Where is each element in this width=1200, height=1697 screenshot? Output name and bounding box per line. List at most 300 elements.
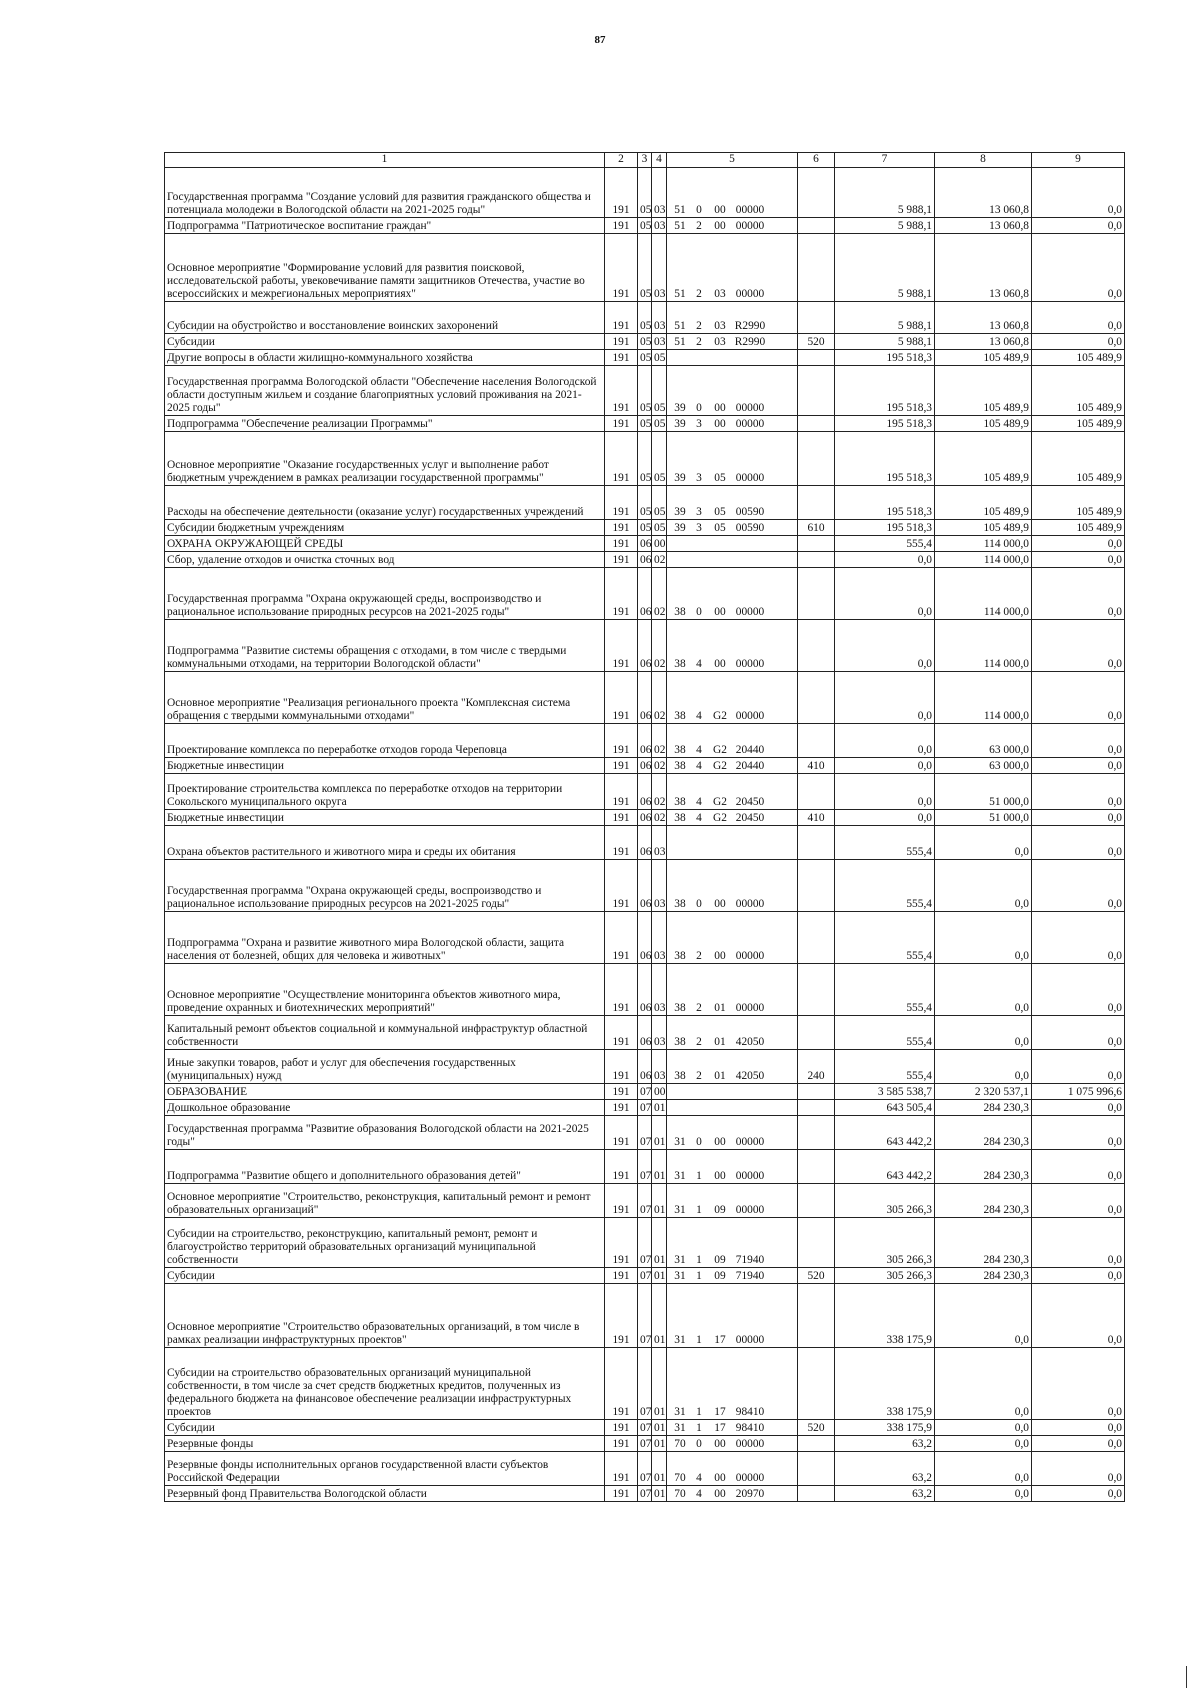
admin-code-cell: 191 bbox=[605, 1486, 638, 1502]
section-code-cell: 07 bbox=[638, 1150, 652, 1184]
target-article-part: 00000 bbox=[735, 203, 765, 216]
section-code-cell: 05 bbox=[638, 432, 652, 486]
expense-type-cell bbox=[798, 366, 835, 416]
expense-type-cell bbox=[798, 964, 835, 1016]
target-article-part: 20440 bbox=[735, 759, 765, 772]
target-article-part: 39 bbox=[674, 417, 686, 430]
admin-code-cell: 191 bbox=[605, 416, 638, 432]
target-article-part: 00 bbox=[714, 1169, 726, 1182]
expense-name-cell: Субсидии на строительство образовательных организаций муниципальной собственности, в том числе за счет средств бюджетных кредитов, полученных из федерального бюджета на финансовое обеспечение реализации инфраструктурных проектов bbox=[165, 1348, 605, 1420]
table-row bbox=[165, 416, 1125, 432]
target-article-part: 4 bbox=[696, 709, 702, 722]
target-article-part: 01 bbox=[714, 1035, 726, 1048]
target-article-part: 38 bbox=[674, 1001, 686, 1014]
amount-col9-cell: 0,0 bbox=[1032, 724, 1125, 758]
expense-type-cell bbox=[798, 1150, 835, 1184]
amount-col9-cell: 0,0 bbox=[1032, 1016, 1125, 1050]
expense-type-cell bbox=[798, 432, 835, 486]
amount-col7-cell: 3 585 538,7 bbox=[835, 1084, 935, 1100]
target-article-part: 31 bbox=[674, 1333, 686, 1346]
expense-type-cell bbox=[798, 1016, 835, 1050]
expense-type-cell bbox=[798, 536, 835, 552]
section-code-cell: 06 bbox=[638, 724, 652, 758]
expense-type-cell bbox=[798, 1486, 835, 1502]
amount-col8-cell: 114 000,0 bbox=[935, 552, 1032, 568]
table-row bbox=[165, 1436, 1125, 1452]
amount-col7-cell: 5 988,1 bbox=[835, 168, 935, 218]
section-code-cell: 07 bbox=[638, 1268, 652, 1284]
amount-col8-cell: 0,0 bbox=[935, 1420, 1032, 1436]
target-article-part: G2 bbox=[713, 709, 727, 722]
amount-col9-cell: 105 489,9 bbox=[1032, 416, 1125, 432]
target-article-cell bbox=[667, 860, 798, 912]
table-row bbox=[165, 912, 1125, 964]
amount-col9-cell: 0,0 bbox=[1032, 912, 1125, 964]
expense-name-cell: Иные закупки товаров, работ и услуг для обеспечения государственных (муниципальных) нужд bbox=[165, 1050, 605, 1084]
amount-col8-cell: 51 000,0 bbox=[935, 810, 1032, 826]
expense-name-cell: Дошкольное образование bbox=[165, 1100, 605, 1116]
amount-col9-cell: 0,0 bbox=[1032, 1284, 1125, 1348]
amount-col9-cell: 0,0 bbox=[1032, 1268, 1125, 1284]
expense-name-cell: Государственная программа Вологодской области "Обеспечение населения Вологодской области доступным жильем и создание благоприятных условий проживания на 2021-2025 годы" bbox=[165, 366, 605, 416]
amount-col7-cell: 305 266,3 bbox=[835, 1268, 935, 1284]
target-article-part: 00000 bbox=[735, 1437, 765, 1450]
amount-col8-cell: 105 489,9 bbox=[935, 416, 1032, 432]
expense-type-cell bbox=[798, 486, 835, 520]
expense-type-cell bbox=[798, 1436, 835, 1452]
target-article-part: 71940 bbox=[735, 1253, 765, 1266]
expense-type-cell bbox=[798, 234, 835, 302]
expense-type-cell bbox=[798, 1184, 835, 1218]
target-article-part: 00590 bbox=[735, 521, 765, 534]
target-article-part: 1 bbox=[696, 1269, 702, 1282]
subsection-code-cell: 01 bbox=[652, 1268, 667, 1284]
expense-name-cell: Резервные фонды bbox=[165, 1436, 605, 1452]
table-row bbox=[165, 1486, 1125, 1502]
expense-type-cell bbox=[798, 1218, 835, 1268]
target-article-part: 0 bbox=[696, 605, 702, 618]
target-article-cell bbox=[667, 1116, 798, 1150]
expense-name-cell: Основное мероприятие "Осуществление мониторинга объектов животного мира, проведение охранных и биотехнических мероприятий" bbox=[165, 964, 605, 1016]
target-article-cell bbox=[667, 724, 798, 758]
amount-col7-cell: 305 266,3 bbox=[835, 1218, 935, 1268]
admin-code-cell: 191 bbox=[605, 366, 638, 416]
section-code-cell: 06 bbox=[638, 536, 652, 552]
amount-col9-cell: 105 489,9 bbox=[1032, 366, 1125, 416]
amount-col9-cell: 0,0 bbox=[1032, 964, 1125, 1016]
amount-col7-cell: 0,0 bbox=[835, 620, 935, 672]
expense-type-cell bbox=[798, 1100, 835, 1116]
amount-col9-cell: 0,0 bbox=[1032, 568, 1125, 620]
target-article-part: R2990 bbox=[734, 335, 766, 348]
amount-col8-cell: 0,0 bbox=[935, 1050, 1032, 1084]
section-code-cell: 05 bbox=[638, 520, 652, 536]
target-article-part: 00000 bbox=[735, 287, 765, 300]
expense-type-cell bbox=[798, 1284, 835, 1348]
admin-code-cell: 191 bbox=[605, 1084, 638, 1100]
target-article-part: 3 bbox=[696, 505, 702, 518]
expense-name-cell: Государственная программа "Развитие образования Вологодской области на 2021-2025 годы" bbox=[165, 1116, 605, 1150]
admin-code-cell: 191 bbox=[605, 334, 638, 350]
amount-col9-cell: 0,0 bbox=[1032, 1100, 1125, 1116]
table-row bbox=[165, 672, 1125, 724]
expense-name-cell: Субсидии бюджетным учреждениям bbox=[165, 520, 605, 536]
target-article-part: 2 bbox=[696, 287, 702, 300]
header-cell: 8 bbox=[935, 153, 1032, 168]
section-code-cell: 07 bbox=[638, 1486, 652, 1502]
target-article-part: 3 bbox=[696, 471, 702, 484]
section-code-cell: 06 bbox=[638, 826, 652, 860]
target-article-cell bbox=[667, 302, 798, 334]
target-article-part: 38 bbox=[674, 743, 686, 756]
table-row bbox=[165, 964, 1125, 1016]
amount-col8-cell: 0,0 bbox=[935, 1452, 1032, 1486]
expense-name-cell: Субсидии bbox=[165, 334, 605, 350]
amount-col7-cell: 5 988,1 bbox=[835, 334, 935, 350]
target-article-part: 00 bbox=[714, 897, 726, 910]
target-article-part: 38 bbox=[674, 949, 686, 962]
table-row bbox=[165, 302, 1125, 334]
amount-col7-cell: 5 988,1 bbox=[835, 234, 935, 302]
table-row bbox=[165, 218, 1125, 234]
header-cell: 7 bbox=[835, 153, 935, 168]
target-article-part: 39 bbox=[674, 401, 686, 414]
table-row bbox=[165, 758, 1125, 774]
subsection-code-cell: 01 bbox=[652, 1184, 667, 1218]
amount-col8-cell: 0,0 bbox=[935, 1486, 1032, 1502]
admin-code-cell: 191 bbox=[605, 486, 638, 520]
section-code-cell: 06 bbox=[638, 552, 652, 568]
target-article-cell bbox=[667, 620, 798, 672]
section-code-cell: 06 bbox=[638, 964, 652, 1016]
target-article-part: 42050 bbox=[735, 1069, 765, 1082]
admin-code-cell: 191 bbox=[605, 1268, 638, 1284]
table-row bbox=[165, 1050, 1125, 1084]
subsection-code-cell: 01 bbox=[652, 1100, 667, 1116]
expense-type-cell: 240 bbox=[798, 1050, 835, 1084]
target-article-part: 39 bbox=[674, 471, 686, 484]
admin-code-cell: 191 bbox=[605, 964, 638, 1016]
target-article-part: 00 bbox=[714, 657, 726, 670]
target-article-part: 3 bbox=[696, 417, 702, 430]
target-article-part: 71940 bbox=[735, 1269, 765, 1282]
amount-col7-cell: 0,0 bbox=[835, 552, 935, 568]
amount-col7-cell: 555,4 bbox=[835, 536, 935, 552]
expense-type-cell: 410 bbox=[798, 810, 835, 826]
target-article-cell bbox=[667, 912, 798, 964]
header-cell: 4 bbox=[652, 153, 667, 168]
target-article-cell bbox=[667, 1100, 798, 1116]
target-article-part: 4 bbox=[696, 657, 702, 670]
expense-name-cell: ОБРАЗОВАНИЕ bbox=[165, 1084, 605, 1100]
amount-col8-cell: 105 489,9 bbox=[935, 366, 1032, 416]
target-article-cell bbox=[667, 568, 798, 620]
table-row bbox=[165, 620, 1125, 672]
target-article-part: 00000 bbox=[735, 1135, 765, 1148]
table-row bbox=[165, 234, 1125, 302]
table-row bbox=[165, 366, 1125, 416]
table-row bbox=[165, 1452, 1125, 1486]
target-article-part: 1 bbox=[696, 1333, 702, 1346]
amount-col9-cell: 0,0 bbox=[1032, 860, 1125, 912]
target-article-cell bbox=[667, 1084, 798, 1100]
subsection-code-cell: 02 bbox=[652, 568, 667, 620]
subsection-code-cell: 01 bbox=[652, 1348, 667, 1420]
amount-col7-cell: 0,0 bbox=[835, 568, 935, 620]
expense-type-cell bbox=[798, 912, 835, 964]
amount-col7-cell: 195 518,3 bbox=[835, 416, 935, 432]
target-article-part: 0 bbox=[696, 203, 702, 216]
expense-name-cell: Государственная программа "Создание условий для развития гражданского общества и потенциала молодежи в Вологодской области на 2021-2025 годы" bbox=[165, 168, 605, 218]
target-article-cell bbox=[667, 366, 798, 416]
target-article-part: 3 bbox=[696, 521, 702, 534]
subsection-code-cell: 03 bbox=[652, 1016, 667, 1050]
admin-code-cell: 191 bbox=[605, 758, 638, 774]
section-code-cell: 06 bbox=[638, 672, 652, 724]
admin-code-cell: 191 bbox=[605, 860, 638, 912]
expense-name-cell: Основное мероприятие "Формирование условий для развития поисковой, исследовательской работы, увековечивание памяти защитников Отечества, участие во всероссийских и межрегиональных мероприятиях" bbox=[165, 234, 605, 302]
section-code-cell: 05 bbox=[638, 234, 652, 302]
target-article-part: 00000 bbox=[735, 471, 765, 484]
target-article-cell bbox=[667, 1184, 798, 1218]
expense-type-cell: 610 bbox=[798, 520, 835, 536]
expense-name-cell: Сбор, удаление отходов и очистка сточных вод bbox=[165, 552, 605, 568]
expense-type-cell bbox=[798, 826, 835, 860]
admin-code-cell: 191 bbox=[605, 620, 638, 672]
expense-type-cell bbox=[798, 1116, 835, 1150]
amount-col9-cell: 0,0 bbox=[1032, 552, 1125, 568]
target-article-part: 17 bbox=[714, 1421, 726, 1434]
target-article-part: 00 bbox=[714, 1471, 726, 1484]
subsection-code-cell: 03 bbox=[652, 234, 667, 302]
admin-code-cell: 191 bbox=[605, 724, 638, 758]
target-article-cell bbox=[667, 810, 798, 826]
section-code-cell: 07 bbox=[638, 1218, 652, 1268]
target-article-part: 20450 bbox=[735, 811, 765, 824]
amount-col9-cell: 0,0 bbox=[1032, 1116, 1125, 1150]
target-article-part: 38 bbox=[674, 897, 686, 910]
admin-code-cell: 191 bbox=[605, 552, 638, 568]
target-article-cell bbox=[667, 486, 798, 520]
amount-col8-cell: 284 230,3 bbox=[935, 1116, 1032, 1150]
expense-name-cell: Резервные фонды исполнительных органов государственной власти субъектов Российской Федерации bbox=[165, 1452, 605, 1486]
target-article-part: 01 bbox=[714, 1069, 726, 1082]
target-article-cell bbox=[667, 826, 798, 860]
expense-name-cell: Подпрограмма "Обеспечение реализации Программы" bbox=[165, 416, 605, 432]
target-article-part: 51 bbox=[674, 319, 686, 332]
section-code-cell: 05 bbox=[638, 168, 652, 218]
subsection-code-cell: 01 bbox=[652, 1150, 667, 1184]
table-row bbox=[165, 826, 1125, 860]
target-article-cell bbox=[667, 536, 798, 552]
table-row bbox=[165, 432, 1125, 486]
amount-col8-cell: 284 230,3 bbox=[935, 1150, 1032, 1184]
expense-name-cell: Проектирование комплекса по переработке отходов города Череповца bbox=[165, 724, 605, 758]
admin-code-cell: 191 bbox=[605, 774, 638, 810]
target-article-part: 39 bbox=[674, 521, 686, 534]
table-row bbox=[165, 1100, 1125, 1116]
amount-col7-cell: 643 505,4 bbox=[835, 1100, 935, 1116]
amount-col7-cell: 555,4 bbox=[835, 826, 935, 860]
amount-col7-cell: 555,4 bbox=[835, 1050, 935, 1084]
amount-col7-cell: 195 518,3 bbox=[835, 432, 935, 486]
target-article-part: 38 bbox=[674, 1069, 686, 1082]
section-code-cell: 07 bbox=[638, 1100, 652, 1116]
section-code-cell: 07 bbox=[638, 1084, 652, 1100]
header-cell: 5 bbox=[667, 153, 798, 168]
amount-col9-cell: 0,0 bbox=[1032, 536, 1125, 552]
target-article-cell bbox=[667, 168, 798, 218]
target-article-part: 4 bbox=[696, 795, 702, 808]
subsection-code-cell: 03 bbox=[652, 912, 667, 964]
subsection-code-cell: 01 bbox=[652, 1420, 667, 1436]
section-code-cell: 05 bbox=[638, 218, 652, 234]
amount-col8-cell: 0,0 bbox=[935, 860, 1032, 912]
subsection-code-cell: 03 bbox=[652, 218, 667, 234]
subsection-code-cell: 05 bbox=[652, 486, 667, 520]
target-article-part: 00 bbox=[714, 605, 726, 618]
amount-col8-cell: 0,0 bbox=[935, 1284, 1032, 1348]
target-article-part: 2 bbox=[696, 219, 702, 232]
amount-col9-cell: 0,0 bbox=[1032, 1486, 1125, 1502]
admin-code-cell: 191 bbox=[605, 302, 638, 334]
amount-col7-cell: 195 518,3 bbox=[835, 366, 935, 416]
target-article-part: 00590 bbox=[735, 505, 765, 518]
target-article-part: 00 bbox=[714, 1437, 726, 1450]
subsection-code-cell: 02 bbox=[652, 620, 667, 672]
amount-col9-cell: 105 489,9 bbox=[1032, 520, 1125, 536]
subsection-code-cell: 00 bbox=[652, 536, 667, 552]
target-article-part: 4 bbox=[696, 1487, 702, 1500]
section-code-cell: 06 bbox=[638, 774, 652, 810]
amount-col8-cell: 13 060,8 bbox=[935, 218, 1032, 234]
target-article-part: 09 bbox=[714, 1203, 726, 1216]
subsection-code-cell: 05 bbox=[652, 416, 667, 432]
target-article-cell bbox=[667, 334, 798, 350]
target-article-part: 00 bbox=[714, 417, 726, 430]
admin-code-cell: 191 bbox=[605, 1218, 638, 1268]
admin-code-cell: 191 bbox=[605, 536, 638, 552]
target-article-part: 00000 bbox=[735, 1169, 765, 1182]
table-row bbox=[165, 1084, 1125, 1100]
target-article-part: G2 bbox=[713, 795, 727, 808]
amount-col9-cell: 0,0 bbox=[1032, 302, 1125, 334]
target-article-part: G2 bbox=[713, 759, 727, 772]
amount-col8-cell: 0,0 bbox=[935, 912, 1032, 964]
amount-col7-cell: 338 175,9 bbox=[835, 1284, 935, 1348]
expense-name-cell: Капитальный ремонт объектов социальной и коммунальной инфраструктур областной собственности bbox=[165, 1016, 605, 1050]
target-article-part: R2990 bbox=[734, 319, 766, 332]
admin-code-cell: 191 bbox=[605, 1184, 638, 1218]
section-code-cell: 05 bbox=[638, 302, 652, 334]
subsection-code-cell: 01 bbox=[652, 1452, 667, 1486]
expense-type-cell bbox=[798, 860, 835, 912]
target-article-cell bbox=[667, 1050, 798, 1084]
subsection-code-cell: 01 bbox=[652, 1218, 667, 1268]
table-row bbox=[165, 520, 1125, 536]
section-code-cell: 06 bbox=[638, 1050, 652, 1084]
target-article-part: 00 bbox=[714, 219, 726, 232]
target-article-part: 17 bbox=[714, 1333, 726, 1346]
target-article-part: 2 bbox=[696, 1035, 702, 1048]
table-row bbox=[165, 1420, 1125, 1436]
target-article-cell bbox=[667, 1420, 798, 1436]
amount-col9-cell: 105 489,9 bbox=[1032, 350, 1125, 366]
header-cell: 6 bbox=[798, 153, 835, 168]
target-article-cell bbox=[667, 672, 798, 724]
target-article-part: G2 bbox=[713, 811, 727, 824]
admin-code-cell: 191 bbox=[605, 826, 638, 860]
amount-col7-cell: 555,4 bbox=[835, 964, 935, 1016]
expense-name-cell: Подпрограмма "Патриотическое воспитание граждан" bbox=[165, 218, 605, 234]
amount-col7-cell: 305 266,3 bbox=[835, 1184, 935, 1218]
target-article-part: 1 bbox=[696, 1203, 702, 1216]
subsection-code-cell: 02 bbox=[652, 552, 667, 568]
target-article-part: 2 bbox=[696, 319, 702, 332]
expense-name-cell: Другие вопросы в области жилищно-коммунального хозяйства bbox=[165, 350, 605, 366]
expense-type-cell: 520 bbox=[798, 1420, 835, 1436]
table-row bbox=[165, 168, 1125, 218]
target-article-part: 38 bbox=[674, 1035, 686, 1048]
amount-col8-cell: 51 000,0 bbox=[935, 774, 1032, 810]
subsection-code-cell: 01 bbox=[652, 1436, 667, 1452]
admin-code-cell: 191 bbox=[605, 1284, 638, 1348]
expense-type-cell bbox=[798, 1348, 835, 1420]
target-article-part: 17 bbox=[714, 1405, 726, 1418]
expense-type-cell bbox=[798, 774, 835, 810]
target-article-cell bbox=[667, 416, 798, 432]
page-number: 87 bbox=[594, 34, 606, 46]
target-article-cell bbox=[667, 1218, 798, 1268]
subsection-code-cell: 05 bbox=[652, 366, 667, 416]
target-article-part: 38 bbox=[674, 605, 686, 618]
header-cell: 2 bbox=[605, 153, 638, 168]
subsection-code-cell: 02 bbox=[652, 774, 667, 810]
budget-table bbox=[164, 152, 1125, 1502]
amount-col9-cell: 0,0 bbox=[1032, 218, 1125, 234]
amount-col7-cell: 0,0 bbox=[835, 810, 935, 826]
target-article-part: 98410 bbox=[735, 1421, 765, 1434]
table-row bbox=[165, 1348, 1125, 1420]
target-article-part: 38 bbox=[674, 811, 686, 824]
amount-col9-cell: 105 489,9 bbox=[1032, 486, 1125, 520]
amount-col7-cell: 195 518,3 bbox=[835, 520, 935, 536]
admin-code-cell: 191 bbox=[605, 568, 638, 620]
expense-type-cell bbox=[798, 416, 835, 432]
table-row bbox=[165, 1184, 1125, 1218]
target-article-part: 0 bbox=[696, 1437, 702, 1450]
amount-col8-cell: 114 000,0 bbox=[935, 568, 1032, 620]
target-article-part: 0 bbox=[696, 401, 702, 414]
target-article-part: 4 bbox=[696, 811, 702, 824]
admin-code-cell: 191 bbox=[605, 168, 638, 218]
section-code-cell: 07 bbox=[638, 1452, 652, 1486]
section-code-cell: 06 bbox=[638, 620, 652, 672]
table-row bbox=[165, 1284, 1125, 1348]
target-article-part: 0 bbox=[696, 1135, 702, 1148]
expense-name-cell: Подпрограмма "Охрана и развитие животного мира Вологодской области, защита населения от болезней, общих для человека и животных" bbox=[165, 912, 605, 964]
target-article-cell bbox=[667, 774, 798, 810]
target-article-part: 03 bbox=[714, 287, 726, 300]
target-article-part: 2 bbox=[696, 1069, 702, 1082]
expense-name-cell: Проектирование строительства комплекса по переработке отходов на территории Сокольского муниципального округа bbox=[165, 774, 605, 810]
target-article-part: 51 bbox=[674, 219, 686, 232]
admin-code-cell: 191 bbox=[605, 1150, 638, 1184]
expense-name-cell: Государственная программа "Охрана окружающей среды, воспроизводство и рациональное использование природных ресурсов на 2021-2025 годы" bbox=[165, 568, 605, 620]
target-article-part: 05 bbox=[714, 521, 726, 534]
amount-col9-cell: 0,0 bbox=[1032, 810, 1125, 826]
expense-name-cell: Охрана объектов растительного и животного мира и среды их обитания bbox=[165, 826, 605, 860]
